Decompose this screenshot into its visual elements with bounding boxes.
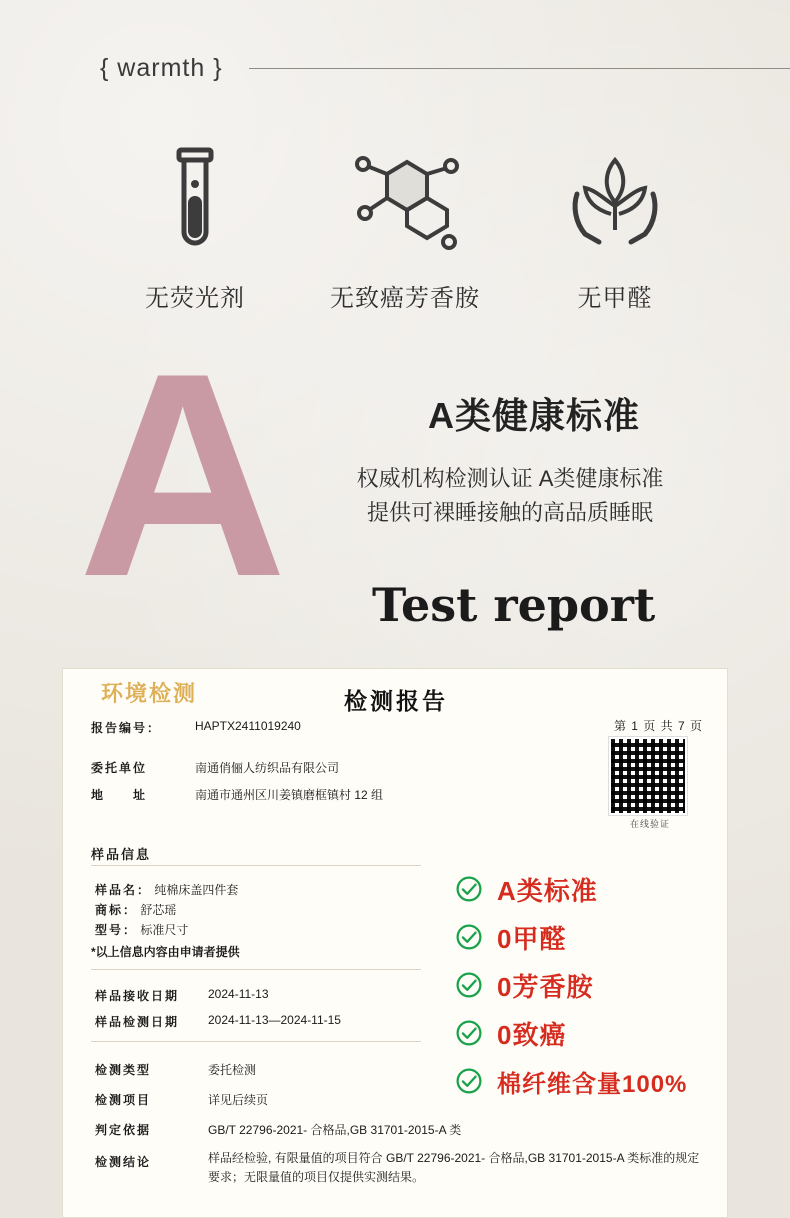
feature-item <box>305 140 505 313</box>
check-label: 0甲醛 <box>497 923 567 954</box>
sample-note: *以上信息内容由申请者提供 <box>91 945 240 959</box>
field-value: 纯棉床盖四件套 <box>154 883 239 897</box>
check-label: 0致癌 <box>497 1019 567 1050</box>
field-label: 判定依据 <box>95 1123 152 1137</box>
check-label: 0芳香胺 <box>497 971 594 1002</box>
grade-description-line2: 提供可裸睡接触的高品质睡眠 <box>366 500 653 525</box>
molecule-icon <box>305 140 505 260</box>
field-value: 2024-11-13 <box>208 987 269 1001</box>
check-circle-icon <box>455 875 483 903</box>
feature-item <box>95 140 295 313</box>
list-item <box>455 913 687 961</box>
check-circle-icon <box>455 1019 483 1047</box>
report-pager: 第 1 页 共 7 页 <box>613 719 703 733</box>
field-label: 商标： <box>95 903 138 917</box>
field-value: 详见后续页 <box>208 1093 269 1107</box>
brand-wordmark: { warmth } <box>100 53 223 82</box>
feature-label: 无甲醛 <box>577 285 653 312</box>
field-value: 委托检测 <box>208 1063 257 1077</box>
feature-label: 无荧光剂 <box>145 285 245 312</box>
test-tube-icon <box>95 140 295 260</box>
feature-label: 无致癌芳香胺 <box>330 285 480 312</box>
report-watermark: 环境检测 <box>101 681 198 706</box>
test-report-heading: Test report <box>372 578 656 632</box>
grade-title: A类健康标准 <box>428 395 640 436</box>
field-label: 样品名： <box>95 883 152 897</box>
report-title: 检测报告 <box>344 688 448 714</box>
grade-description-line1: 权威机构检测认证 A类健康标准 <box>356 466 664 491</box>
field-value: GB/T 22796-2021- 合格品,GB 31701-2015-A 类 <box>208 1123 462 1137</box>
field-label: 地 址 <box>91 788 148 802</box>
check-circle-icon <box>455 1067 483 1095</box>
check-circle-icon <box>455 923 483 951</box>
header-divider <box>249 68 790 69</box>
section-divider <box>91 969 421 970</box>
field-value: 南通俏俪人纺织品有限公司 <box>195 761 340 775</box>
field-value: HAPTX2411019240 <box>195 719 301 733</box>
leaf-in-hands-icon <box>515 140 715 260</box>
qr-code-icon[interactable] <box>609 737 687 815</box>
list-item <box>455 865 687 913</box>
section-divider <box>91 1041 421 1042</box>
field-value: 南通市通州区川姜镇磨框镇村 12 组 <box>195 788 384 802</box>
field-label: 样品接收日期 <box>95 989 180 1003</box>
list-item <box>455 961 687 1009</box>
field-label: 委托单位 <box>91 761 148 775</box>
field-value: 舒芯瑶 <box>140 903 177 917</box>
check-label: 棉纤维含量100% <box>497 1070 688 1098</box>
field-value: 标准尺寸 <box>140 923 189 937</box>
check-circle-icon <box>455 971 483 999</box>
test-report-card <box>62 668 728 1218</box>
list-item <box>455 1009 687 1057</box>
field-label: 型号： <box>95 923 138 937</box>
field-label: 检测结论 <box>95 1155 152 1169</box>
section-divider <box>91 865 421 866</box>
field-label: 报告编号： <box>91 721 162 735</box>
highlight-check-list <box>455 865 687 1105</box>
grade-description <box>310 462 710 530</box>
field-label: 样品检测日期 <box>95 1015 180 1029</box>
field-label: 检测项目 <box>95 1093 152 1107</box>
field-value: 2024-11-13—2024-11-15 <box>208 1013 341 1027</box>
feature-item <box>515 140 715 313</box>
field-label: 检测类型 <box>95 1063 152 1077</box>
grade-letter: A <box>78 313 282 637</box>
qr-caption: 在线验证 <box>629 819 670 829</box>
report-conclusion: 样品经检验, 有限量值的项目符合 GB/T 22796-2021- 合格品,GB 31701-2015-A 类标准的规定要求；无限量值的项目仅提供实测结果。 <box>208 1151 700 1184</box>
sample-info-heading: 样品信息 <box>91 847 152 862</box>
page-header <box>0 48 790 88</box>
check-label: A类标准 <box>497 875 598 906</box>
list-item <box>455 1057 687 1105</box>
feature-row <box>95 140 715 313</box>
